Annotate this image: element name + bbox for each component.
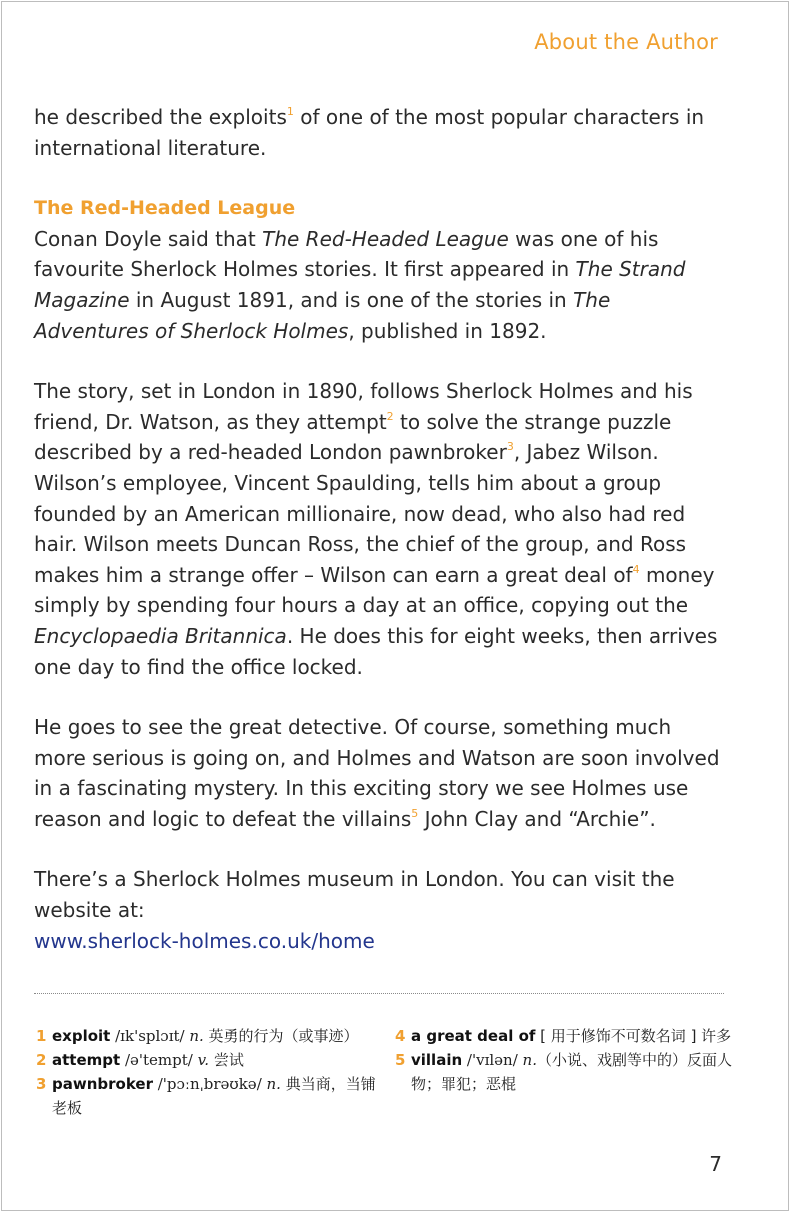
footnote-divider xyxy=(34,993,724,994)
glossary-column-right xyxy=(395,1024,735,1096)
glossary-part-of-speech: n. xyxy=(522,1051,537,1069)
text-run: of one of the most popular characters in international literature. xyxy=(34,105,705,160)
intro-paragraph xyxy=(34,102,724,163)
text-run: He goes to see the great detective. Of course, something much more serious is going on, and Holmes and Watson are soon involved in a fascinating mystery. In this exciting story we see Holmes use reason and logic to defeat the villains xyxy=(34,715,720,831)
footnote-marker-2: 2 xyxy=(386,409,394,423)
glossary-item xyxy=(36,1048,376,1072)
glossary-number: 4 xyxy=(395,1027,406,1045)
text-run: The story, set in London in 1890, follows Sherlock Holmes and his friend, Dr. Watson, as they attempt xyxy=(34,379,693,434)
footnote-marker-3: 3 xyxy=(506,440,514,454)
glossary-entry xyxy=(52,1024,376,1048)
section-heading: The Red-Headed League xyxy=(34,197,296,220)
text-run: , published in 1892. xyxy=(348,318,547,343)
glossary-column-left xyxy=(36,1024,376,1120)
paragraph-4 xyxy=(34,864,724,956)
running-head: About the Author xyxy=(534,30,718,54)
paragraph-3 xyxy=(34,712,724,834)
glossary-entry xyxy=(411,1024,735,1048)
glossary-number: 3 xyxy=(36,1075,47,1093)
footnote-marker-1: 1 xyxy=(286,105,294,118)
glossary-meaning: 尝试 xyxy=(209,1051,244,1069)
glossary-item xyxy=(36,1024,376,1048)
text-run: . He does this for eight weeks, then arrives one day to find the office locked. xyxy=(34,623,718,679)
glossary-meaning: [ 用于修饰不可数名词 ] 许多 xyxy=(535,1027,732,1045)
glossary-part-of-speech: v. xyxy=(197,1051,210,1069)
collection-title: The Adventures of Sherlock Holmes xyxy=(34,287,611,343)
paragraph-1 xyxy=(34,224,724,346)
glossary-meaning: 英勇的行为（或事迹） xyxy=(203,1027,359,1045)
glossary-word: pawnbroker xyxy=(52,1075,153,1093)
text-run: money simply by spending four hours a day at an office, copying out the xyxy=(34,562,715,618)
glossary-word: exploit xyxy=(52,1027,111,1045)
paragraph-2 xyxy=(34,376,724,682)
glossary-number: 1 xyxy=(36,1027,47,1045)
footnote-marker-4: 4 xyxy=(632,562,640,576)
article-body xyxy=(34,102,724,956)
glossary-part-of-speech: n. xyxy=(189,1027,204,1045)
text-run: , Jabez Wilson. Wilson’s employee, Vincent Spaulding, tells him about a group founded by an American millionaire, now dead, who also had red hair. Wilson meets Duncan Ross, the chief of the group, and Ross makes him a strange offer – Wilson can earn a great deal of xyxy=(34,440,687,587)
glossary-meaning: （小说、戏剧等中的）反面人物；罪犯；恶棍 xyxy=(411,1051,732,1093)
glossary-pronunciation: /ɪk'splɔɪt/ xyxy=(110,1027,190,1045)
glossary-meaning: 典当商，当铺老板 xyxy=(52,1075,376,1117)
text-run: John Clay and “Archie”. xyxy=(418,806,656,831)
glossary-pronunciation: /ə'tempt/ xyxy=(120,1051,198,1069)
glossary-number: 5 xyxy=(395,1051,406,1069)
text-run: Conan Doyle said that xyxy=(34,226,263,251)
glossary-number: 2 xyxy=(36,1051,47,1069)
book-title: The Red-Headed League xyxy=(262,226,509,251)
glossary-part-of-speech: n. xyxy=(266,1075,281,1093)
glossary-pronunciation: /'vɪlən/ xyxy=(462,1051,523,1069)
glossary-word: attempt xyxy=(52,1051,121,1069)
magazine-title: The Strand Magazine xyxy=(34,257,686,312)
text-run: There’s a Sherlock Holmes museum in London. You can visit the website at: xyxy=(34,867,675,923)
text-run: to solve the strange puzzle described by a red-headed London pawnbroker xyxy=(34,409,672,465)
text-run: was one of his favourite Sherlock Holmes stories. It first appeared in xyxy=(34,226,659,282)
text-run: he described the exploits xyxy=(34,105,287,129)
encyclopaedia-title: Encyclopaedia Britannica xyxy=(34,623,287,648)
glossary-item xyxy=(395,1024,735,1048)
glossary-word: a great deal of xyxy=(411,1027,536,1045)
page-number: 7 xyxy=(709,1152,722,1176)
museum-website-link[interactable]: www.sherlock-holmes.co.uk/home xyxy=(34,928,375,953)
glossary-item xyxy=(36,1072,376,1120)
glossary-item xyxy=(395,1048,735,1096)
glossary-word: villain xyxy=(411,1051,463,1069)
text-run: in August 1891, and is one of the stories in xyxy=(129,287,574,312)
glossary-entry xyxy=(52,1072,376,1120)
glossary-entry xyxy=(411,1048,735,1096)
glossary-pronunciation: /'pɔːnˌbrəʊkə/ xyxy=(152,1075,267,1093)
footnote-marker-5: 5 xyxy=(411,806,419,820)
glossary-entry xyxy=(52,1048,376,1072)
